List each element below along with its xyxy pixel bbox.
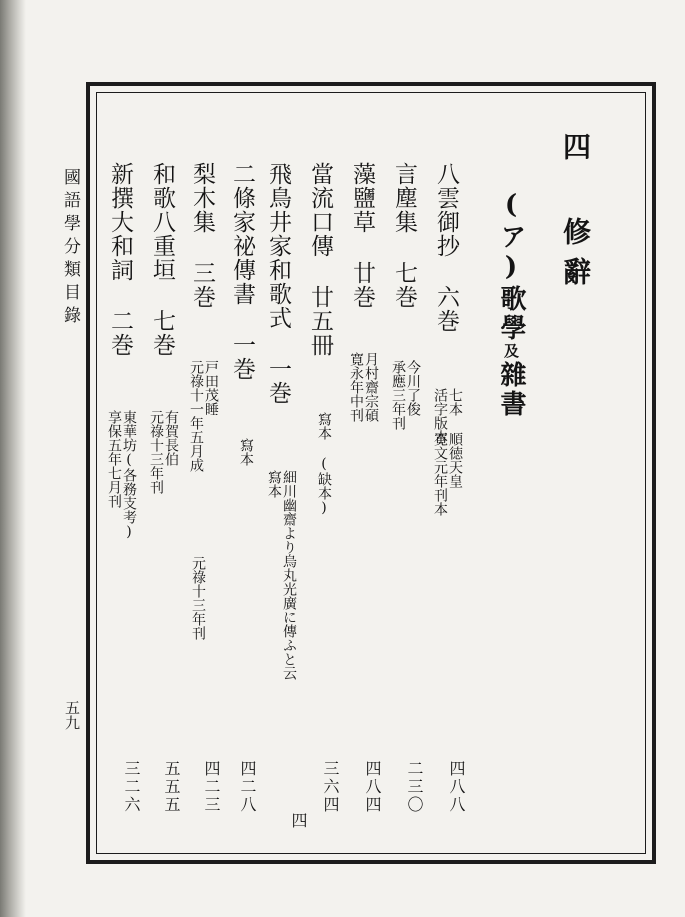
entry-note-secondary: 順徳天皇 寛文元年刊本	[432, 432, 463, 516]
section-title: 四 修辭	[559, 132, 592, 297]
subsection-marker: (ア)	[496, 190, 526, 285]
entry-page: 四八八	[447, 760, 466, 814]
entry-page: 四八四	[363, 760, 382, 814]
entry-title: 言塵集 七巻	[391, 162, 417, 309]
entry-note: 東華坊(各務支考) 享保五年七月刊	[106, 410, 137, 540]
entry-note-secondary: 元祿十三年刊	[190, 556, 206, 640]
subsection-particle: 及	[502, 343, 520, 361]
entry-page: 四	[289, 812, 308, 830]
entry-page: 四二八	[238, 760, 257, 814]
entry-page: 五五五	[162, 760, 181, 814]
book-spine-shadow	[0, 0, 26, 917]
entry-title: 二條家祕傳書 一巻	[229, 162, 255, 381]
entry-title: 八雲御抄 六巻	[433, 162, 459, 333]
entry-title: 新撰大和詞 二巻	[107, 162, 133, 357]
entry-note: 細川幽齋より烏丸光廣に傳ふと云 寫本	[266, 470, 297, 680]
entry-note: 七本 活字版本	[432, 388, 463, 444]
entry-page: 三六四	[321, 760, 340, 814]
entry-note: 月村齋宗碩 寛永年中刊	[348, 352, 379, 422]
entry-page: 二三〇	[405, 760, 424, 814]
entry-title: 藻鹽草 廿巻	[349, 162, 375, 309]
entry-page: 三二六	[122, 760, 141, 814]
folio-number: 五九	[63, 700, 81, 730]
entry-note: 寫本	[238, 438, 254, 466]
subsection-tail: 雜書	[496, 361, 526, 419]
entry-note: 戸田茂睡 元祿十一年五月成	[188, 360, 219, 472]
entry-title: 當流口傳 廿五冊	[307, 162, 333, 357]
running-header: 國語學分類目錄	[60, 168, 80, 329]
entry-page: 四二三	[202, 760, 221, 814]
entry-title: 梨木集 三巻	[189, 162, 215, 309]
subsection-main: 歌學	[496, 285, 526, 343]
entry-note: 寫本 (缺本)	[316, 412, 332, 516]
entry-note: 有賀長伯 元祿十三年刊	[148, 410, 179, 494]
entry-note: 今川了俊 承應三年刊	[390, 360, 421, 430]
entry-title: 飛鳥井家和歌式 一巻	[265, 162, 291, 405]
subsection-heading	[493, 190, 530, 419]
entry-title: 和歌八重垣 七巻	[149, 162, 175, 357]
